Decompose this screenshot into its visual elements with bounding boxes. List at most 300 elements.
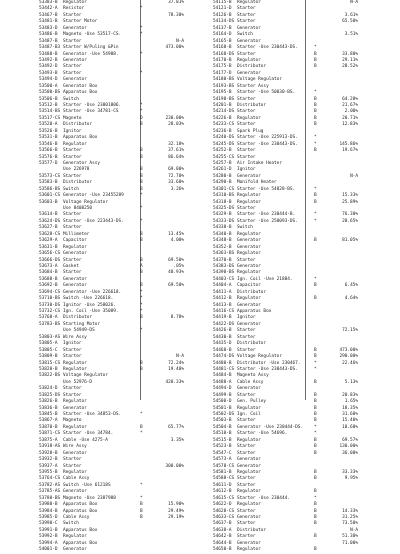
price-code: B bbox=[314, 354, 317, 360]
part-description: Apparatus Box bbox=[63, 90, 98, 96]
price-value: 21.67% bbox=[342, 103, 358, 108]
part-number: 54500-D bbox=[213, 399, 232, 405]
price-code: B bbox=[314, 444, 317, 450]
part-description: Apparatus Box bbox=[237, 309, 272, 314]
part-description: Starter bbox=[237, 6, 256, 12]
part-description: Capacitor bbox=[237, 283, 261, 289]
price-code: B bbox=[314, 238, 317, 244]
price-code: B bbox=[140, 238, 143, 244]
price-value: 33.33% bbox=[342, 469, 358, 475]
part-description: Ignitor bbox=[237, 315, 256, 321]
price-code: * bbox=[140, 328, 143, 334]
price-value: 51.30% bbox=[342, 534, 358, 540]
part-description: Switch -Use 226618. bbox=[63, 296, 114, 302]
price-code: B bbox=[314, 148, 317, 154]
price-value: 69.50% bbox=[168, 257, 184, 263]
part-number: 54488-A bbox=[213, 379, 232, 385]
part-description: Starter bbox=[63, 457, 82, 463]
part-description: Starter bbox=[63, 257, 82, 263]
price-value: 69.57% bbox=[342, 437, 358, 443]
price-value: 15.90% bbox=[168, 502, 184, 508]
part-number: 54318-B bbox=[213, 199, 232, 205]
part-description: Starter W/Puling &Pin bbox=[63, 45, 119, 51]
part-number: 53990-C bbox=[39, 521, 58, 527]
price-value: 76.30% bbox=[342, 212, 358, 218]
part-number: 53820-B bbox=[39, 366, 58, 372]
part-description: Generator bbox=[237, 25, 261, 31]
price-value: 37.01% bbox=[168, 0, 184, 5]
part-description: Magneto -Use 2387988 bbox=[63, 495, 116, 501]
part-number: 54115-B bbox=[213, 0, 232, 5]
price-value: 22.46% bbox=[342, 360, 358, 366]
price-code: * bbox=[314, 276, 317, 282]
part-description: Regulator bbox=[237, 547, 261, 553]
price-code: B bbox=[140, 508, 143, 514]
price-value: 73.50% bbox=[342, 521, 358, 527]
price-code: B bbox=[140, 186, 143, 192]
part-description: Generator bbox=[237, 238, 261, 244]
part-description: Regulator bbox=[63, 244, 87, 250]
part-description: Regulator bbox=[237, 57, 261, 63]
part-number: 54325-DS bbox=[213, 206, 235, 211]
price-code: B bbox=[314, 96, 317, 102]
part-description: Millimeter bbox=[63, 231, 90, 237]
price-code: * bbox=[314, 495, 317, 501]
price-value: 5.13% bbox=[344, 379, 358, 385]
part-description: Voltage Regulator bbox=[63, 373, 108, 379]
price-code: B bbox=[314, 469, 317, 475]
part-number: 54180-BS bbox=[213, 77, 235, 83]
price-code: * bbox=[140, 70, 143, 76]
price-code: B bbox=[140, 173, 143, 179]
price-code: B bbox=[140, 515, 143, 520]
part-number: 54474-DS bbox=[213, 354, 235, 360]
part-description: Spark Plug bbox=[237, 128, 264, 134]
part-number: 54338-B bbox=[213, 225, 232, 231]
part-description: Generator -Use 54988. bbox=[63, 51, 119, 57]
price-value: 72.24% bbox=[168, 360, 184, 366]
part-description: Starter bbox=[63, 270, 82, 276]
part-description: Starter bbox=[237, 534, 256, 540]
part-number: 54510-B bbox=[213, 431, 232, 437]
price-code: B bbox=[140, 231, 143, 237]
price-code: B bbox=[314, 64, 317, 70]
part-description: Apparatus Box bbox=[63, 508, 98, 514]
part-description: Starter bbox=[63, 64, 82, 70]
part-description: Generator bbox=[63, 547, 87, 553]
price-code: B bbox=[314, 515, 317, 520]
price-code: * bbox=[140, 32, 143, 38]
part-number: 54411-A bbox=[213, 289, 232, 295]
part-description: Manifold Heater bbox=[237, 180, 277, 186]
part-number: 53486-B bbox=[39, 32, 58, 38]
part-number: 54504-B bbox=[213, 424, 232, 430]
part-description: Starter bbox=[63, 173, 82, 179]
price-value: 28.65% bbox=[342, 218, 358, 224]
part-number: 54573-A bbox=[213, 457, 232, 463]
part-description: Generator -Use 230444-DS. bbox=[237, 424, 304, 430]
part-number: 54245-DS bbox=[213, 141, 235, 147]
part-number: 54588-CS bbox=[213, 476, 235, 482]
part-number: 53826-B bbox=[39, 399, 58, 405]
part-number: 54515-B bbox=[213, 437, 232, 443]
part-number: 54333-DS bbox=[213, 218, 235, 224]
part-description: Starter bbox=[63, 38, 82, 44]
price-code: * bbox=[314, 431, 317, 437]
part-description: Magneto bbox=[63, 115, 82, 121]
part-number: 53603-B bbox=[39, 199, 58, 205]
part-description: Magneto Assy bbox=[237, 373, 269, 379]
part-description: Ignitor -Use 250026. bbox=[63, 302, 116, 308]
part-description: Switch bbox=[237, 225, 253, 231]
part-number: 54633-CS bbox=[213, 515, 235, 520]
part-description: Starter bbox=[237, 444, 256, 450]
part-description: Starter bbox=[237, 122, 256, 128]
price-code: B bbox=[140, 315, 143, 321]
part-description: Starter bbox=[63, 392, 82, 398]
part-description: Starter bbox=[63, 463, 82, 469]
price-code: B bbox=[314, 547, 317, 553]
price-code: * bbox=[314, 186, 317, 192]
part-number: 53780-BS bbox=[39, 495, 61, 501]
part-description: Distributor -Use 230467. bbox=[237, 360, 301, 366]
price-value: 9.95% bbox=[344, 476, 358, 482]
part-number: 53809-B bbox=[39, 354, 58, 360]
price-value: N-A bbox=[350, 173, 358, 179]
price-value: N-A bbox=[176, 354, 184, 360]
part-description: Starter Motor bbox=[63, 19, 98, 25]
part-number: 54642-B bbox=[213, 534, 232, 540]
part-number: 53514-BS bbox=[39, 109, 61, 115]
part-number: 54383-DS bbox=[213, 263, 235, 269]
part-description: Starter bbox=[237, 109, 256, 115]
part-description: Starter bbox=[237, 257, 256, 263]
part-number: 54363-BS bbox=[213, 251, 235, 257]
part-number: 54168-B bbox=[213, 45, 232, 51]
part-description: Starter -Use 54696. bbox=[237, 431, 288, 437]
part-description: Starter bbox=[237, 19, 256, 25]
part-description: Regulator bbox=[63, 360, 87, 366]
price-code: * bbox=[140, 431, 143, 437]
part-description: Starter -Use 223443-DS. bbox=[63, 218, 124, 224]
part-number: 54416-CS bbox=[213, 309, 235, 314]
part-number: 54494-D bbox=[213, 386, 232, 392]
part-description: Cable Assy bbox=[237, 379, 264, 385]
part-description: Generator bbox=[237, 173, 261, 179]
part-number: 54499-B bbox=[213, 392, 232, 398]
part-number: 54193-BS bbox=[213, 83, 235, 89]
part-description: Generator bbox=[63, 489, 87, 495]
part-description: Starter -Use 34784. bbox=[63, 431, 114, 437]
price-value: 18.35% bbox=[342, 405, 358, 411]
part-number: 54175-B bbox=[213, 64, 232, 70]
part-description: Wire Assy bbox=[63, 444, 87, 450]
price-code: * bbox=[140, 412, 143, 417]
part-description: Generator bbox=[237, 457, 261, 463]
price-value: 28.03% bbox=[168, 122, 184, 128]
part-number: 54503-B bbox=[213, 418, 232, 424]
part-description: Starter bbox=[237, 476, 256, 482]
price-code: B bbox=[140, 502, 143, 508]
part-number: 53494-D bbox=[39, 77, 58, 83]
part-number: 53573-CS bbox=[39, 173, 61, 179]
left-column bbox=[39, 0, 184, 554]
part-description: Generator bbox=[63, 283, 87, 289]
part-description: Generator bbox=[237, 540, 261, 546]
price-code: B bbox=[314, 476, 317, 482]
part-number: 53994-A bbox=[39, 540, 58, 546]
price-code: A bbox=[140, 263, 143, 269]
part-description: Ign. Coil -Use 35089. bbox=[63, 309, 119, 314]
price-code: B bbox=[140, 270, 143, 276]
part-number: 54628-CS bbox=[213, 508, 235, 514]
part-number: 53764-CS bbox=[39, 476, 61, 482]
part-description: Ignitor bbox=[237, 167, 256, 173]
part-description: Regulator bbox=[237, 405, 261, 411]
price-code: B bbox=[314, 399, 317, 405]
price-code: B bbox=[314, 193, 317, 199]
part-number: 53631-B bbox=[39, 244, 58, 250]
price-value: 4.64% bbox=[344, 296, 358, 302]
price-code: * bbox=[314, 141, 317, 147]
part-number: 53512-B bbox=[39, 103, 58, 108]
price-value: 2.00% bbox=[344, 109, 358, 115]
price-value: N-A bbox=[350, 527, 358, 533]
price-value: 72.70% bbox=[168, 173, 184, 179]
part-number: 54198-BS bbox=[213, 96, 235, 102]
part-description: Regulator bbox=[237, 199, 261, 205]
part-number: 53782-AS bbox=[39, 482, 61, 488]
part-description: Starter -Use 230443-DS. bbox=[237, 141, 298, 147]
part-description: Distributor bbox=[63, 180, 93, 186]
part-number: 54165-B bbox=[213, 38, 232, 44]
part-description: Generator bbox=[237, 386, 261, 392]
part-description: Regulator bbox=[237, 0, 261, 5]
part-description: Starter -Use 50030-BS. bbox=[237, 90, 296, 96]
part-number: 53992-B bbox=[39, 534, 58, 540]
part-number: 53656-CS bbox=[39, 251, 61, 257]
part-number: 54637-B bbox=[213, 521, 232, 527]
part-description: Starter Assy bbox=[237, 83, 269, 89]
part-number: 53666-DS bbox=[39, 257, 61, 263]
part-description: Regulator bbox=[237, 231, 261, 237]
part-description: Switch bbox=[63, 521, 79, 527]
part-description: Starter bbox=[63, 70, 82, 76]
part-description: Generator Assy bbox=[63, 160, 101, 166]
part-number: 54523-B bbox=[213, 444, 232, 450]
price-value: 3.61% bbox=[344, 12, 358, 18]
price-code: * bbox=[140, 482, 143, 488]
price-code: * bbox=[140, 193, 143, 199]
part-number: 54650-B bbox=[213, 547, 232, 553]
price-code: * bbox=[140, 309, 143, 314]
price-code: B bbox=[314, 122, 317, 128]
part-description: Starter bbox=[63, 12, 82, 18]
price-code: B bbox=[314, 534, 317, 540]
part-number: 54403-CS bbox=[213, 276, 235, 282]
part-number: 53732-CS bbox=[39, 309, 61, 314]
price-code: * bbox=[314, 135, 317, 141]
part-number: 53487-B bbox=[39, 38, 58, 44]
part-number: 53627-B bbox=[39, 225, 58, 231]
part-description: Generator bbox=[63, 25, 87, 31]
price-value: 290.00% bbox=[339, 354, 358, 360]
part-number: 53520-A bbox=[39, 122, 58, 128]
price-value: N-A bbox=[176, 38, 184, 44]
price-code: * bbox=[314, 424, 317, 430]
part-description: Switch bbox=[237, 32, 253, 38]
part-description: Cable Assy bbox=[63, 515, 90, 520]
part-number: 54236-B bbox=[213, 128, 232, 134]
price-value: 15.33% bbox=[342, 193, 358, 199]
part-number: 53875-A bbox=[39, 437, 58, 443]
part-number: 53937-A bbox=[39, 463, 58, 469]
price-value: 29.49% bbox=[168, 508, 184, 514]
part-description: Generator Box bbox=[63, 83, 98, 89]
price-code: * bbox=[140, 206, 143, 211]
price-value: 4.00% bbox=[170, 238, 184, 244]
part-description: Voltage Regulator bbox=[237, 354, 282, 360]
price-code: * bbox=[314, 212, 317, 218]
price-value: 40.93% bbox=[168, 270, 184, 276]
part-number: 54164-D bbox=[213, 32, 232, 38]
part-description: Distributor bbox=[237, 64, 267, 70]
price-value: 69.00% bbox=[168, 167, 184, 173]
price-code: B bbox=[140, 283, 143, 289]
part-number: 53985-D bbox=[39, 515, 58, 520]
part-number: 53805-C bbox=[39, 347, 58, 353]
part-number: 54214-DS bbox=[213, 109, 235, 115]
part-number: 54255-CS bbox=[213, 154, 235, 160]
part-description: Generator bbox=[237, 302, 261, 308]
price-code: * bbox=[140, 109, 143, 115]
part-number: 53628-CS bbox=[39, 231, 61, 237]
part-description: Generator bbox=[237, 244, 261, 250]
price-value: 19.67% bbox=[342, 148, 358, 154]
part-description: Starter bbox=[63, 148, 82, 154]
part-number: 54240-DS bbox=[213, 135, 235, 141]
part-description: Starter -Use 54828-BS. bbox=[237, 186, 296, 192]
part-description: Generator bbox=[63, 405, 87, 411]
part-number: 54370-B bbox=[213, 257, 232, 263]
price-code: B bbox=[314, 412, 317, 417]
part-description: Starter -Use 230444. bbox=[237, 495, 290, 501]
part-description: Starter bbox=[237, 392, 256, 398]
price-value: 15.40% bbox=[342, 418, 358, 424]
part-description: Generator bbox=[63, 77, 87, 83]
part-number: 53684-B bbox=[39, 270, 58, 276]
part-description: Regulator bbox=[237, 270, 261, 276]
part-description: Generator bbox=[237, 263, 261, 269]
part-number: 53825-DS bbox=[39, 392, 61, 398]
part-description: Resistor bbox=[63, 6, 85, 12]
part-number: 54348-B bbox=[213, 238, 232, 244]
part-number: 53673-A bbox=[39, 263, 58, 269]
part-number: 54547-C bbox=[213, 450, 232, 456]
part-number: 53601-CS bbox=[39, 193, 61, 199]
part-number: 53870-B bbox=[39, 424, 58, 430]
part-description: Regulator bbox=[237, 502, 261, 508]
part-number: 54611-D bbox=[213, 482, 232, 488]
part-number: 53624-DS bbox=[39, 218, 61, 224]
price-value: 86.64% bbox=[168, 154, 184, 160]
part-description: Apparatus Box bbox=[63, 502, 98, 508]
part-number: 54404-A bbox=[213, 283, 232, 289]
part-number: 54168-DS bbox=[213, 51, 235, 57]
price-code: B bbox=[314, 392, 317, 398]
part-description: Use 54949-DS bbox=[63, 328, 95, 334]
part-number: 53824-D bbox=[39, 386, 58, 392]
price-code: * bbox=[314, 45, 317, 51]
part-number: 53467-B bbox=[39, 12, 58, 18]
part-number: 53493-B bbox=[39, 70, 58, 76]
price-code: B bbox=[314, 437, 317, 443]
part-number: 53577-D bbox=[39, 160, 58, 166]
part-description: Cable -Use 4275-A bbox=[63, 437, 108, 443]
part-number: 53531-B bbox=[39, 135, 58, 141]
part-number: 54581-B bbox=[213, 469, 232, 475]
part-description: Starter bbox=[237, 328, 256, 334]
price-code: B bbox=[140, 360, 143, 366]
part-description: Regulator bbox=[63, 366, 87, 372]
part-description: Starter bbox=[237, 206, 256, 211]
part-number: 53492-D bbox=[39, 64, 58, 70]
part-number: 54126-B bbox=[213, 12, 232, 18]
part-number: 54290-B bbox=[213, 180, 232, 186]
part-number: 53383-B bbox=[39, 0, 58, 5]
part-number: 53526-B bbox=[39, 128, 58, 134]
part-description: Starter bbox=[63, 212, 82, 218]
part-description: Regulator bbox=[237, 469, 261, 475]
price-value: 36.00% bbox=[342, 450, 358, 456]
price-value: 13.45% bbox=[168, 231, 184, 237]
price-value: 32.18% bbox=[168, 141, 184, 147]
part-description: Generator bbox=[237, 38, 261, 44]
part-description: Distributor bbox=[237, 289, 267, 295]
part-description: Starter -Use 23001806. bbox=[63, 103, 122, 108]
price-value: 6.45% bbox=[344, 283, 358, 289]
price-value: 8.78% bbox=[170, 315, 184, 321]
part-description: Generator -Use 23455289 bbox=[63, 193, 124, 199]
part-description: Regulator bbox=[237, 296, 261, 302]
price-value: 14.33% bbox=[342, 508, 358, 514]
part-description: Starter bbox=[237, 347, 256, 353]
price-code: * bbox=[140, 495, 143, 501]
part-description: Ign. Coil bbox=[237, 412, 261, 417]
part-description: Switch bbox=[63, 186, 79, 192]
part-description: Generator bbox=[63, 57, 87, 63]
part-description: Starter bbox=[237, 96, 256, 102]
part-number: 54644-B bbox=[213, 540, 232, 546]
price-value: 130.00% bbox=[339, 444, 358, 450]
price-code: B bbox=[314, 347, 317, 353]
part-number: 53483-D bbox=[39, 25, 58, 31]
part-description: Air Intake Heater bbox=[237, 160, 282, 166]
price-value: 3.51% bbox=[344, 32, 358, 38]
part-description: Apparatus Box bbox=[63, 135, 98, 141]
part-number: 53688-B bbox=[39, 276, 58, 282]
part-description: Use 226978 bbox=[63, 167, 90, 173]
price-code: B bbox=[314, 502, 317, 508]
part-description: Generator bbox=[237, 70, 261, 76]
part-number: 53805-A bbox=[39, 341, 58, 347]
price-value: 65.77% bbox=[168, 424, 184, 430]
part-description: Regulator bbox=[63, 424, 87, 430]
price-value: 473.00% bbox=[339, 347, 358, 353]
part-description: Voltage Regulator bbox=[237, 77, 282, 83]
part-number: 53506-B bbox=[39, 96, 58, 102]
part-description: Distributor bbox=[237, 103, 267, 108]
